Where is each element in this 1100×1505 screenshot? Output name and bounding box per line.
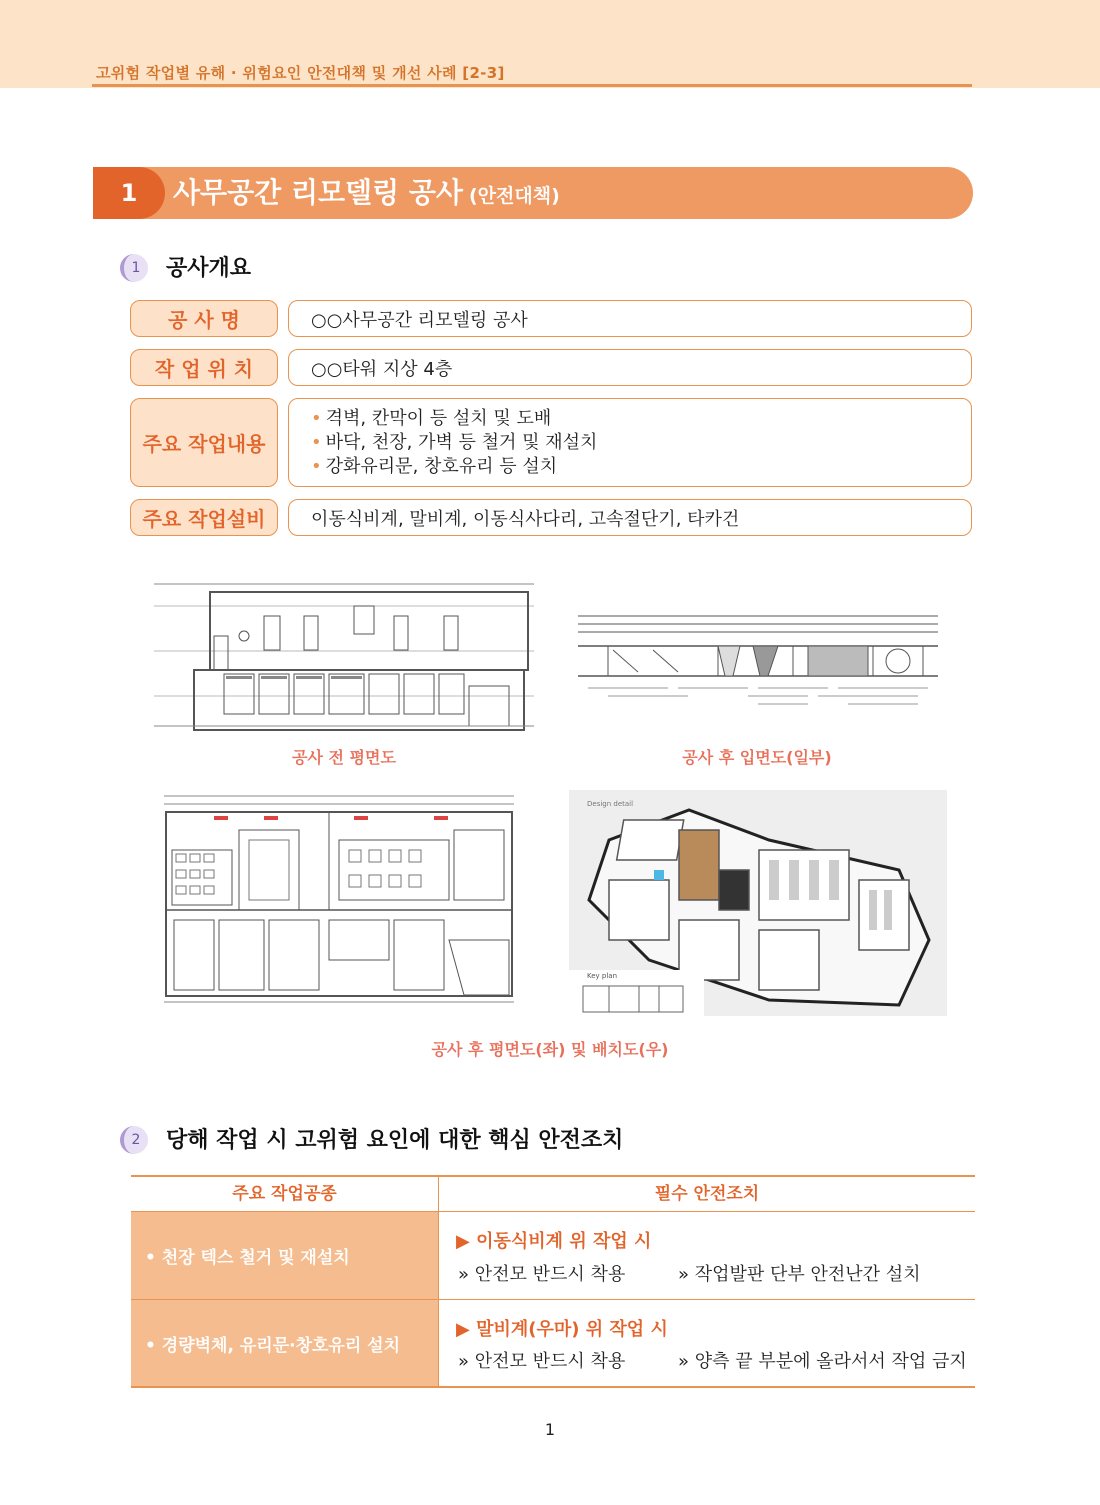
overview-label: 주요 작업내용 xyxy=(130,398,278,487)
table-bottom-rule xyxy=(131,1386,975,1388)
overview-row-name xyxy=(130,300,972,337)
list-item: • 바닥, 천장, 가벽 등 철거 및 재설치 xyxy=(311,431,598,453)
header-underline xyxy=(92,84,972,87)
overview-label: 주요 작업설비 xyxy=(130,499,278,536)
safety-badge: 2 xyxy=(120,1126,148,1154)
table-row-work: • 경량벽체, 유리문·창호유리 설치 xyxy=(131,1300,438,1386)
section-title-text: 사무공간 리모델링 공사 xyxy=(173,176,463,209)
overview-label: 공 사 명 xyxy=(130,300,278,337)
overview-value-text: ○○타워 지상 4층 xyxy=(311,358,453,380)
section-subtitle: (안전대책) xyxy=(468,185,560,207)
section-heading xyxy=(93,167,973,219)
overview-value xyxy=(288,499,972,536)
table-header-work: 주요 작업공종 xyxy=(232,1184,337,1204)
render-label: Design detail xyxy=(587,800,634,808)
after-elevation-caption: 공사 후 입면도(일부) xyxy=(682,748,832,767)
overview-value xyxy=(288,300,972,337)
floor-plan-drawing xyxy=(154,790,522,1012)
table-row-condition: ▶ 말비계(우마) 위 작업 시 xyxy=(456,1319,668,1340)
section-number: 1 xyxy=(93,167,165,219)
key-plan-label: Key plan xyxy=(587,972,618,980)
before-floor-plan xyxy=(154,576,534,736)
table-row-measure: » 안전모 반드시 착용 xyxy=(458,1351,626,1372)
after-layout-render xyxy=(569,790,947,1016)
overview-badge: 1 xyxy=(120,254,148,282)
list-item: • 격벽, 칸막이 등 설치 및 도배 xyxy=(311,407,552,429)
after-elevation xyxy=(568,610,946,720)
before-plan-caption: 공사 전 평면도 xyxy=(292,748,396,767)
overview-row-work xyxy=(130,398,972,487)
isometric-render-drawing xyxy=(569,790,947,1016)
overview-value xyxy=(288,398,972,487)
table-column-rule xyxy=(438,1177,439,1387)
overview-value-text: ○○사무공간 리모델링 공사 xyxy=(311,309,528,331)
table-row-condition: ▶ 이동식비계 위 작업 시 xyxy=(456,1231,652,1252)
overview-value-text: 이동식비계, 말비계, 이동식사다리, 고속절단기, 타카건 xyxy=(311,508,740,530)
overview-title: 공사개요 xyxy=(166,256,252,281)
overview-row-equipment xyxy=(130,499,972,536)
section-title xyxy=(173,167,560,222)
header-title: 고위험 작업별 유해 · 위험요인 안전대책 및 개선 사례 [2-3] xyxy=(96,64,505,82)
table-row-measure: » 안전모 반드시 착용 xyxy=(458,1264,626,1285)
after-floor-plan xyxy=(154,790,522,1012)
after-plan-caption: 공사 후 평면도(좌) 및 배치도(우) xyxy=(431,1040,669,1059)
table-row-measure: » 작업발판 단부 안전난간 설치 xyxy=(678,1264,921,1285)
overview-row-location xyxy=(130,349,972,386)
table-header-measure: 필수 안전조치 xyxy=(654,1184,760,1204)
page-number: 1 xyxy=(544,1420,556,1439)
safety-title: 당해 작업 시 고위험 요인에 대한 핵심 안전조치 xyxy=(166,1128,624,1153)
overview-label: 작 업 위 치 xyxy=(130,349,278,386)
overview-value xyxy=(288,349,972,386)
floor-plan-drawing xyxy=(154,576,534,736)
table-row-measure: » 양측 끝 부분에 올라서서 작업 금지 xyxy=(678,1351,967,1372)
list-item: • 강화유리문, 창호유리 등 설치 xyxy=(311,455,558,477)
table-row-work: • 천장 텍스 철거 및 재설치 xyxy=(131,1212,438,1299)
elevation-drawing xyxy=(568,610,946,720)
